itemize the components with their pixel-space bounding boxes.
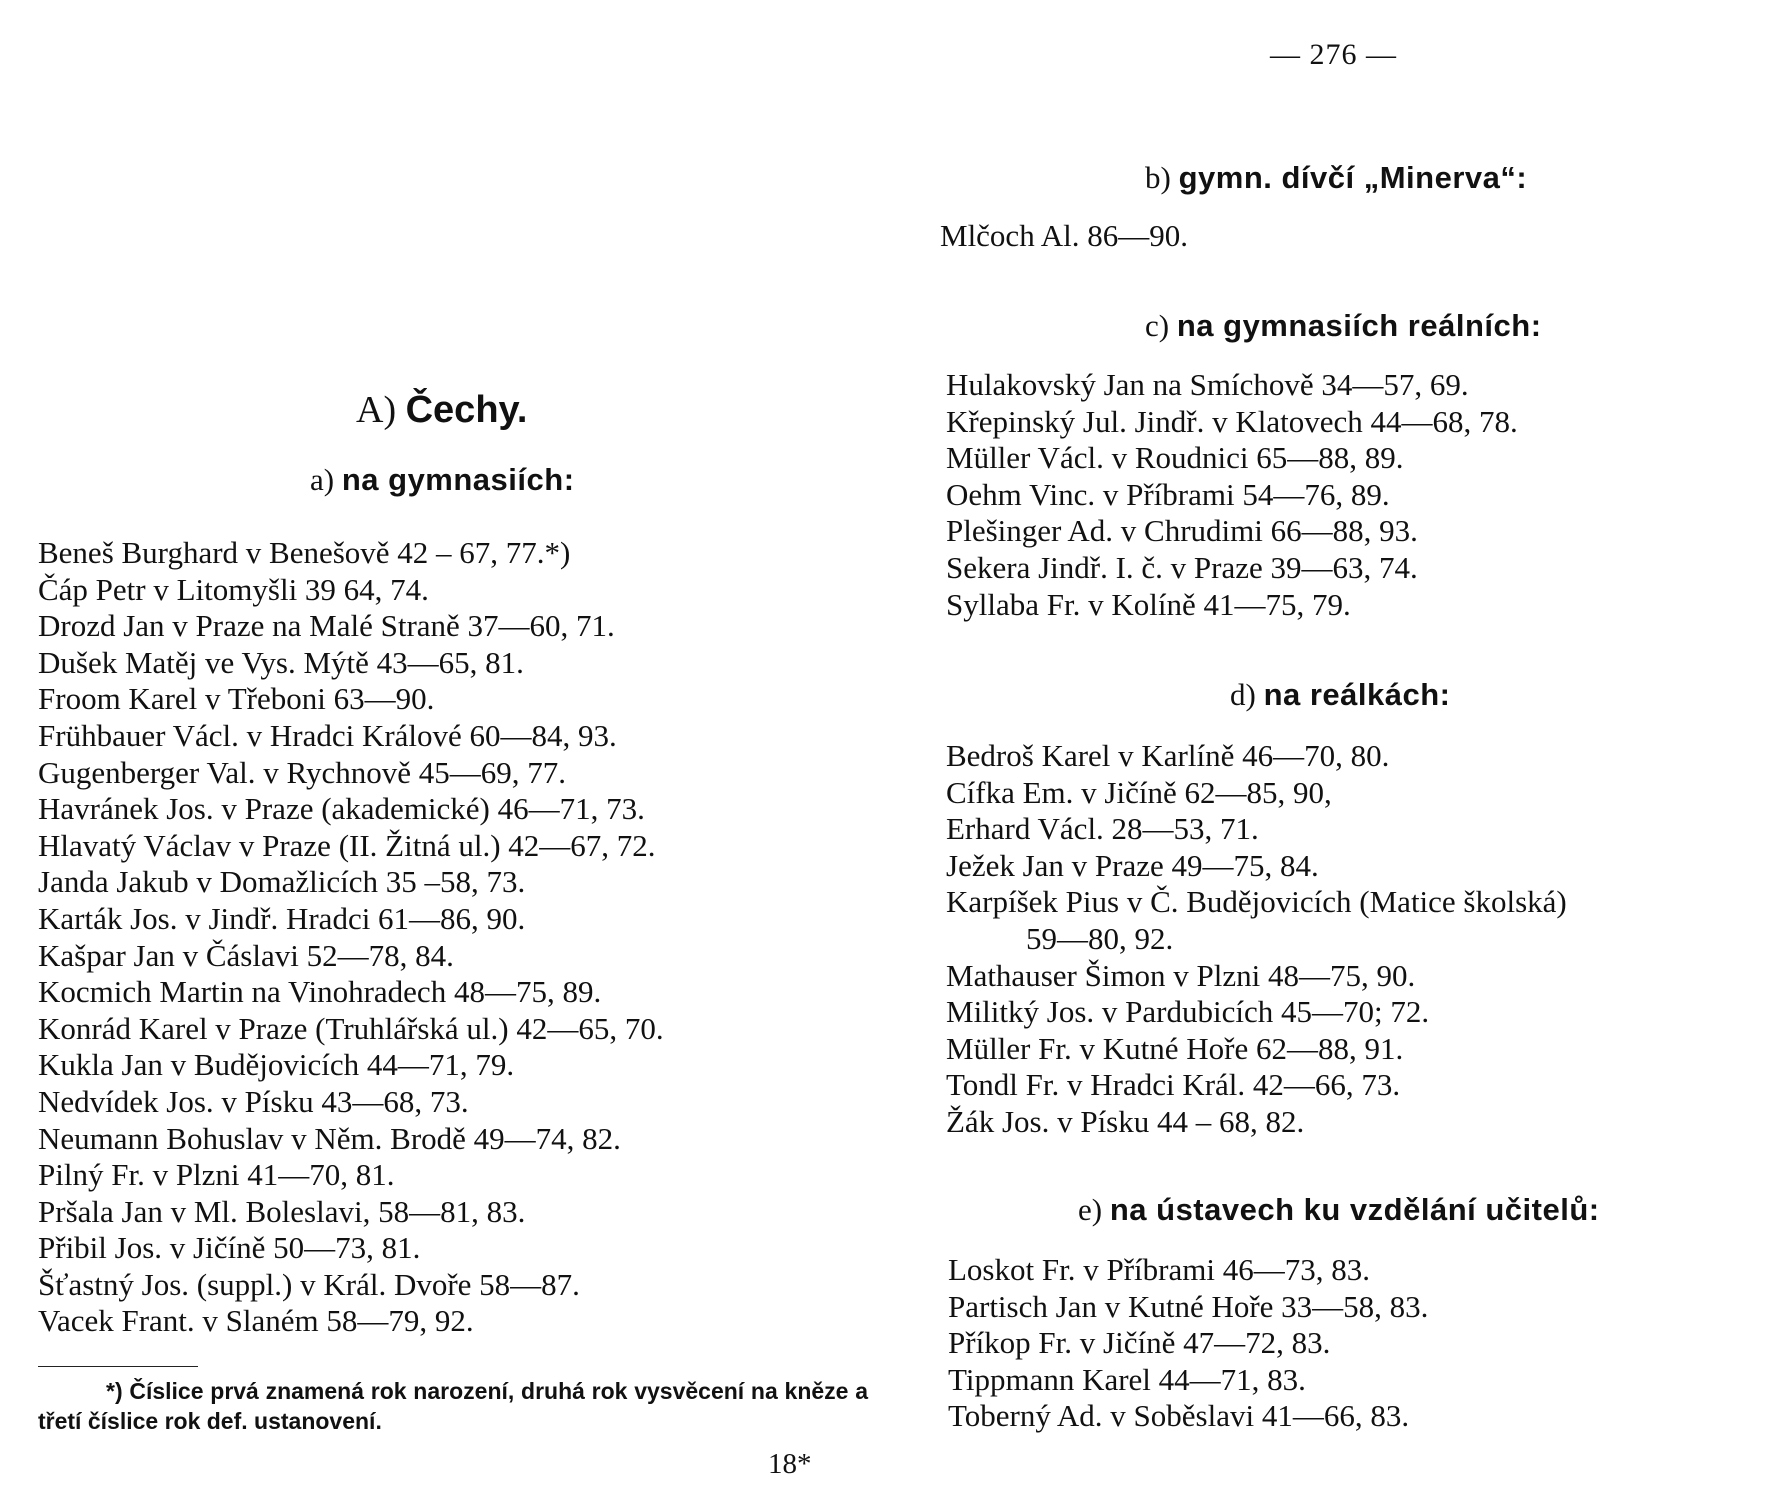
- list-item: Syllaba Fr. v Kolíně 41—75, 79.: [946, 586, 1351, 622]
- list-item: Kukla Jan v Budějovicích 44—71, 79.: [38, 1047, 515, 1083]
- list-item: Müller Václ. v Roudnici 65—88, 89.: [946, 440, 1404, 476]
- section-e-letter: e): [1078, 1192, 1103, 1227]
- section-a-heading: [310, 462, 575, 498]
- list-item: Šťastný Jos. (suppl.) v Král. Dvoře 58—87.: [38, 1266, 580, 1302]
- list-item: Pilný Fr. v Plzni 41—70, 81.: [38, 1157, 395, 1193]
- section-b-title: gymn. dívčí „Minerva“:: [1178, 160, 1528, 195]
- region-heading: [356, 388, 527, 432]
- list-item: Bedroš Karel v Karlíně 46—70, 80.: [946, 738, 1390, 773]
- list-item: Hulakovský Jan na Smíchově 34—57, 69.: [946, 367, 1469, 402]
- list-item: Dušek Matěj ve Vys. Mýtě 43—65, 81.: [38, 644, 524, 680]
- list-item: Erhard Václ. 28—53, 71.: [946, 811, 1259, 847]
- list-item: Loskot Fr. v Příbrami 46—73, 83.: [948, 1252, 1370, 1287]
- list-item: Hlavatý Václav v Praze (II. Žitná ul.) 42—67, 72.: [38, 827, 656, 863]
- list-item: Neumann Bohuslav v Něm. Brodě 49—74, 82.: [38, 1120, 621, 1156]
- footnote: *) Číslice prvá znamená rok narození, druhá rok vysvěcení na kněze a třetí číslice rok def. ustanovení.: [38, 1378, 868, 1434]
- section-b-letter: b): [1145, 160, 1171, 195]
- list-item: Příkop Fr. v Jičíně 47—72, 83.: [948, 1325, 1331, 1361]
- list-item: Toberný Ad. v Soběslavi 41—66, 83.: [948, 1398, 1410, 1434]
- section-e-heading: [1078, 1192, 1600, 1228]
- list-item: Sekera Jindř. I. č. v Praze 39—63, 74.: [946, 549, 1418, 585]
- region-heading-letter: A): [356, 389, 397, 431]
- section-b-list: [940, 218, 1188, 255]
- list-item: Janda Jakub v Domažlicích 35 –58, 73.: [38, 864, 526, 900]
- list-item: Vacek Frant. v Slaném 58—79, 92.: [38, 1303, 474, 1339]
- printer-signature: 18*: [768, 1448, 812, 1480]
- list-item: Cífka Em. v Jičíně 62—85, 90,: [946, 774, 1332, 810]
- list-item: Tondl Fr. v Hradci Král. 42—66, 73.: [946, 1067, 1401, 1103]
- section-a-title: na gymnasiích:: [341, 462, 575, 497]
- section-e-title: na ústavech ku vzdělání učitelů:: [1109, 1192, 1600, 1227]
- section-c-letter: c): [1145, 308, 1170, 343]
- section-b-heading: [1145, 160, 1527, 196]
- list-item: Beneš Burghard v Benešově 42 – 67, 77.*): [38, 535, 571, 570]
- list-item: Militký Jos. v Pardubicích 45—70; 72.: [946, 994, 1430, 1030]
- list-item: Ježek Jan v Praze 49—75, 84.: [946, 847, 1319, 883]
- list-item: Drozd Jan v Praze na Malé Straně 37—60, 71.: [38, 608, 615, 644]
- list-item: Froom Karel v Třeboni 63—90.: [38, 681, 435, 717]
- list-item: Žák Jos. v Písku 44 – 68, 82.: [946, 1103, 1305, 1139]
- section-a-list: [38, 535, 664, 1340]
- list-item: Pršala Jan v Ml. Boleslavi, 58—81, 83.: [38, 1193, 526, 1229]
- list-item: Mathauser Šimon v Plzni 48—75, 90.: [946, 957, 1416, 993]
- footnote-divider: [38, 1366, 198, 1367]
- list-item: Havránek Jos. v Praze (akademické) 46—71, 73.: [38, 791, 645, 827]
- section-d-title: na reálkách:: [1263, 677, 1451, 712]
- section-c-title: na gymnasiích reálních:: [1176, 308, 1542, 343]
- section-d-letter: d): [1230, 677, 1256, 712]
- list-item: Mlčoch Al. 86—90.: [940, 218, 1188, 253]
- section-d-list: [946, 738, 1567, 1141]
- list-item: Kašpar Jan v Čáslavi 52—78, 84.: [38, 937, 454, 973]
- list-item: Oehm Vinc. v Příbrami 54—76, 89.: [946, 476, 1390, 512]
- list-item: Karták Jos. v Jindř. Hradci 61—86, 90.: [38, 900, 526, 936]
- list-item: Plešinger Ad. v Chrudimi 66—88, 93.: [946, 513, 1418, 549]
- list-item: Křepinský Jul. Jindř. v Klatovech 44—68, 78.: [946, 403, 1518, 439]
- section-e-list: [948, 1252, 1428, 1435]
- list-item-continuation: 59—80, 92.: [1026, 920, 1174, 956]
- list-item: Kocmich Martin na Vinohradech 48—75, 89.: [38, 974, 602, 1010]
- list-item: Přibil Jos. v Jičíně 50—73, 81.: [38, 1230, 421, 1266]
- section-d-heading: [1230, 677, 1451, 713]
- list-item: Karpíšek Pius v Č. Budějovicích (Matice školská): [946, 884, 1567, 920]
- list-item: Tippmann Karel 44—71, 83.: [948, 1361, 1306, 1397]
- list-item: Konrád Karel v Praze (Truhlářská ul.) 42—65, 70.: [38, 1010, 664, 1046]
- section-c-list: [946, 367, 1518, 623]
- list-item: Čáp Petr v Litomyšli 39 64, 74.: [38, 571, 429, 607]
- region-heading-title: Čechy.: [405, 389, 528, 431]
- page-number: — 276 —: [1270, 38, 1397, 71]
- list-item: Nedvídek Jos. v Písku 43—68, 73.: [38, 1083, 469, 1119]
- list-item: Frühbauer Václ. v Hradci Králové 60—84, 93.: [38, 717, 617, 753]
- list-item: Gugenberger Val. v Rychnově 45—69, 77.: [38, 754, 566, 790]
- list-item: Müller Fr. v Kutné Hoře 62—88, 91.: [946, 1030, 1404, 1066]
- list-item: Partisch Jan v Kutné Hoře 33—58, 83.: [948, 1288, 1429, 1324]
- section-a-letter: a): [310, 462, 335, 497]
- section-c-heading: [1145, 308, 1542, 344]
